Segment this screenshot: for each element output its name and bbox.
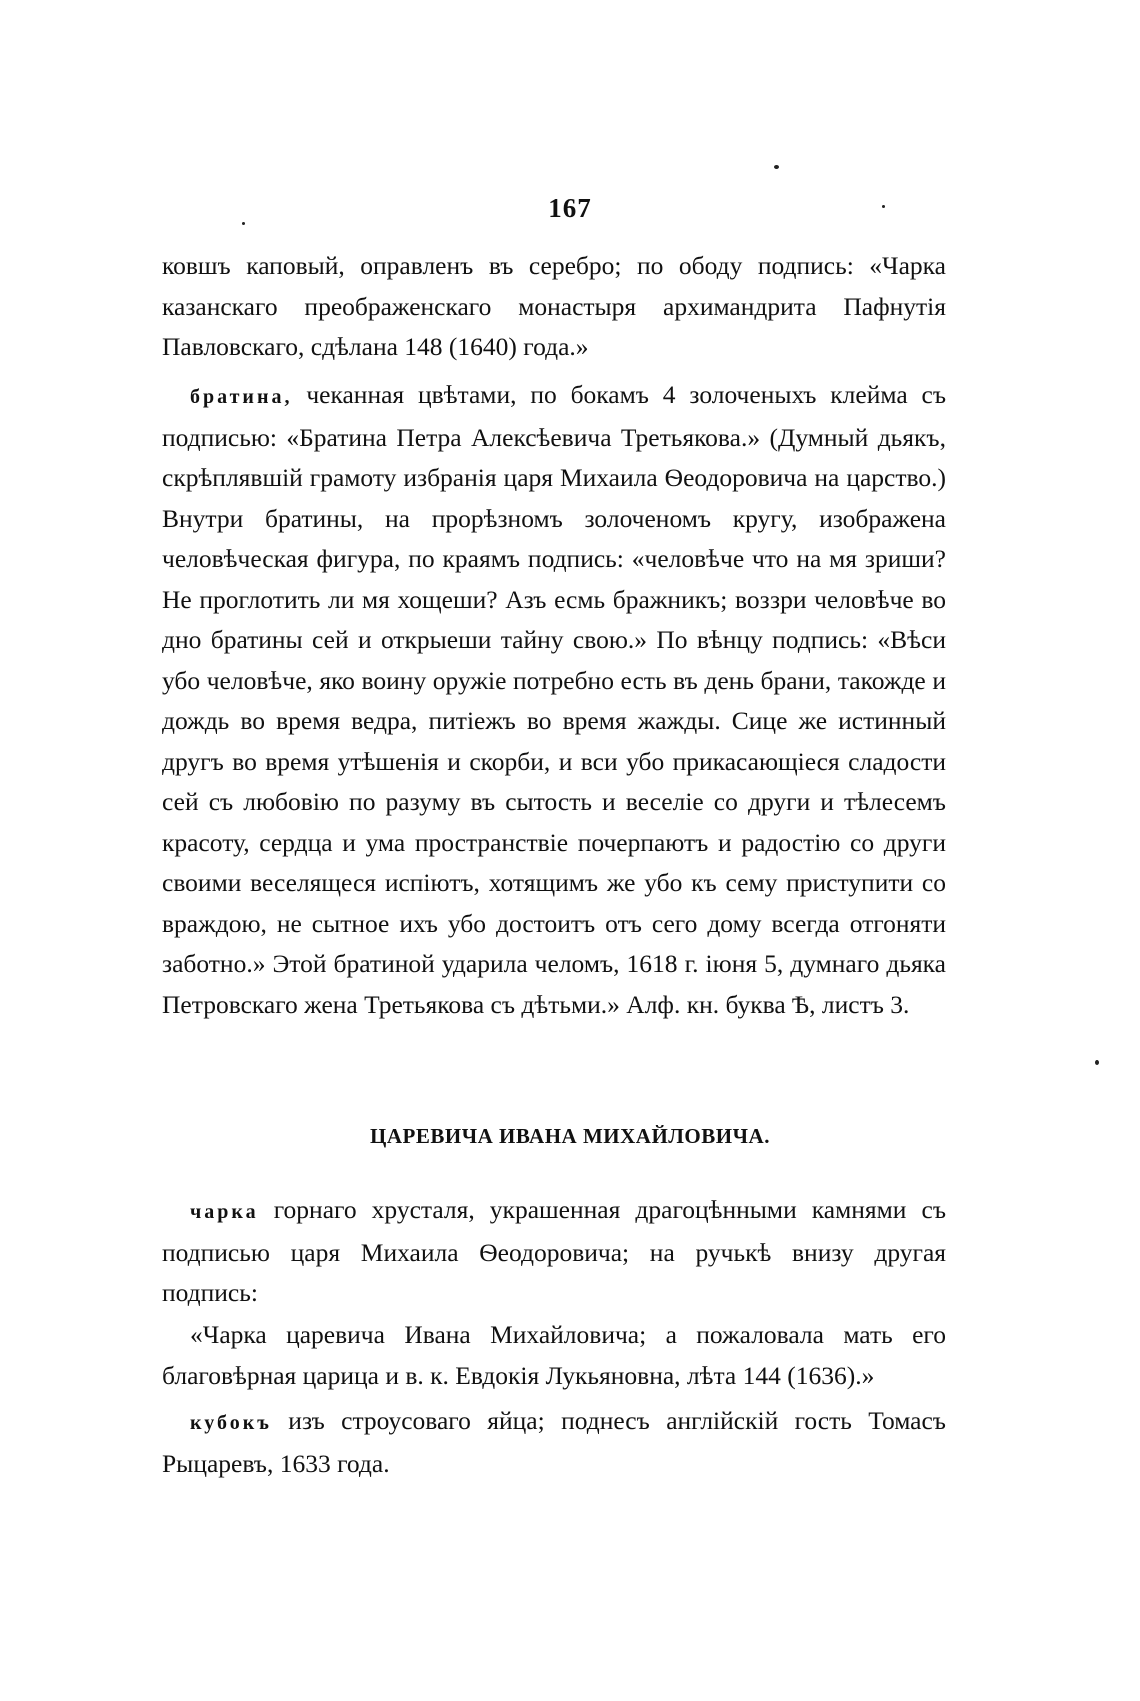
paragraph-bratina: [162, 375, 946, 1025]
paragraph-kubok: [162, 1401, 946, 1484]
paragraph-quote-text: «Чарка царевича Ивана Михайловича; а пожаловала мать его благовѣрная царица и в. к. Евдокія Лукьяновна, лѣта 144 (1636).»: [162, 1320, 946, 1390]
paragraph-kubok-text: изъ строусоваго яйца; поднесъ англійскій гость Томасъ Рыцаревъ, 1633 года.: [162, 1406, 946, 1478]
section-heading: ЦАРЕВИЧА ИВАНА МИХАЙЛОВИЧА.: [370, 1124, 770, 1148]
scan-speck: [774, 165, 779, 169]
paragraph-charka-text: горнаго хрусталя, украшенная драгоцѣнными камнями съ подписью царя Михаила Ѳеодоровича; на ручькѣ внизу другая подпись:: [162, 1195, 947, 1307]
paragraph-charka: [162, 1190, 946, 1314]
scan-speck: [242, 222, 245, 225]
paragraph-kovsh: [162, 246, 946, 368]
paragraph-quote: [162, 1315, 946, 1396]
paragraph-bratina-text: чеканная цвѣтами, по бокамъ 4 золоченыхъ клейма съ подписью: «Братина Петра Алексѣевича Третьякова.» (Думный дьякъ, скрѣплявшій грамоту избранія царя Михаила Ѳеодоровича на царство.) Внутри братины, на прорѣзномъ золоченомъ кругу, изображена человѣческая фигура, по краямъ подпись: «человѣче что на мя зриши? Не проглотить ли мя хощеши? Азъ есмь бражникъ; воззри человѣче во дно братины сей и открыеши тайну свою.» По вѣнцу подпись: «Вѣси убо человѣче, яко воину оружіе потребно есть въ день брани, такожде и дождь во время ведра, питіежъ во время жажды. Сице же истинный другъ во время утѣшенія и скорби, и вси убо прикасающіеся сладости сей съ любовію по разуму въ сытость и веселіе со други и тѣлесемъ красоту, сердца и ума пространствіе почерпаютъ и радостію со други своими веселящеся испіютъ, хотящимъ же убо къ сему приступити со враждою, не сытное ихъ убо достоитъ отъ сего дому всегда отгоняти заботно.» Этой братиной ударила челомъ, 1618 г. іюня 5, думнаго дьяка Петровскаго жена Третьякова съ дѣтьми.» Алф. кн. буква Ѣ, листъ 3.: [162, 380, 947, 1019]
scan-speck: [1095, 1060, 1099, 1065]
paragraph-bratina-lead: братина,: [190, 386, 293, 408]
paragraph-charka-lead: чарка: [190, 1201, 259, 1223]
paragraph-kovsh-text: ковшъ каповый, оправленъ въ серебро; по ободу подпись: «Чарка казанскаго преображенскаго монастыря архимандрита Пафнутія Павловскаго, сдѣлана 148 (1640) года.»: [162, 251, 946, 361]
page-number: 167: [548, 193, 592, 223]
scan-speck: [882, 205, 885, 208]
paragraph-kubok-lead: кубокъ: [190, 1412, 272, 1434]
